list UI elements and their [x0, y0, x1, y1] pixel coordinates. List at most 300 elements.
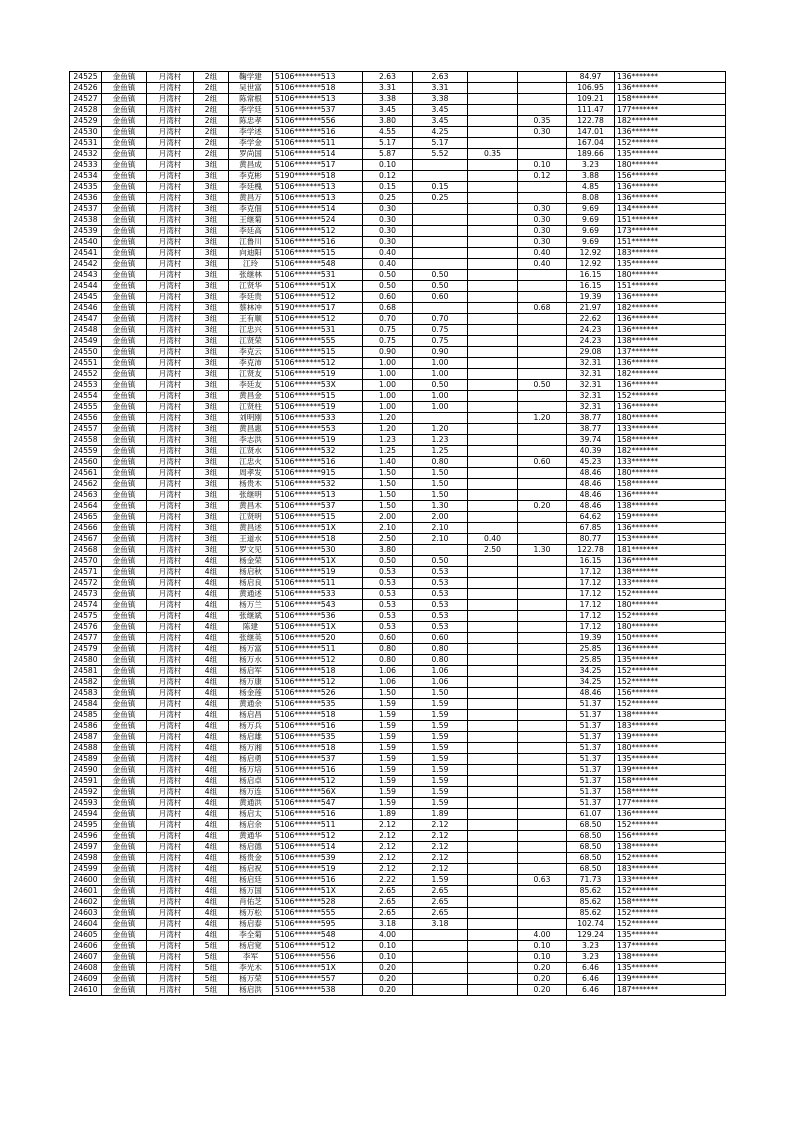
total-area-cell: 1.20 — [363, 424, 413, 435]
name-cell: 杨贵木 — [229, 479, 273, 490]
total-area-cell: 4.55 — [363, 127, 413, 138]
town-cell: 金鱼镇 — [102, 754, 147, 765]
area-c-cell — [518, 897, 567, 908]
town-cell: 金鱼镇 — [102, 732, 147, 743]
row-number-cell: 24555 — [70, 402, 102, 413]
total-area-cell: 0.53 — [363, 567, 413, 578]
amount-cell: 68.50 — [567, 842, 615, 853]
row-number-cell: 24610 — [70, 985, 102, 996]
area-a-cell: 1.20 — [413, 424, 468, 435]
area-b-cell: 0.35 — [468, 149, 518, 160]
total-area-cell: 0.53 — [363, 578, 413, 589]
area-a-cell — [413, 248, 468, 259]
area-a-cell — [413, 226, 468, 237]
id-number-cell: 5106*******519 — [273, 567, 363, 578]
village-cell: 月湾村 — [147, 611, 194, 622]
area-b-cell — [468, 160, 518, 171]
town-cell: 金鱼镇 — [102, 798, 147, 809]
area-b-cell — [468, 644, 518, 655]
id-number-cell: 5106*******516 — [273, 765, 363, 776]
table-row — [70, 413, 726, 424]
town-cell: 金鱼镇 — [102, 303, 147, 314]
town-cell: 金鱼镇 — [102, 523, 147, 534]
name-cell: 杨启太 — [229, 809, 273, 820]
area-c-cell — [518, 523, 567, 534]
phone-cell: 158******* — [615, 897, 726, 908]
area-a-cell: 0.80 — [413, 644, 468, 655]
row-number-cell: 24603 — [70, 908, 102, 919]
area-b-cell — [468, 809, 518, 820]
total-area-cell: 1.50 — [363, 479, 413, 490]
amount-cell: 129.24 — [567, 930, 615, 941]
phone-cell: 135******* — [615, 754, 726, 765]
group-cell: 4组 — [194, 787, 229, 798]
total-area-cell: 2.22 — [363, 875, 413, 886]
total-area-cell: 0.10 — [363, 952, 413, 963]
name-cell: 黄通余 — [229, 699, 273, 710]
row-number-cell: 24530 — [70, 127, 102, 138]
table-row — [70, 600, 726, 611]
table-row — [70, 820, 726, 831]
village-cell: 月湾村 — [147, 380, 194, 391]
area-a-cell: 1.30 — [413, 501, 468, 512]
town-cell: 金鱼镇 — [102, 270, 147, 281]
total-area-cell: 0.53 — [363, 611, 413, 622]
area-b-cell — [468, 512, 518, 523]
area-a-cell: 1.25 — [413, 446, 468, 457]
id-number-cell: 5106*******548 — [273, 930, 363, 941]
id-number-cell: 5106*******519 — [273, 369, 363, 380]
area-a-cell: 3.31 — [413, 83, 468, 94]
village-cell: 月湾村 — [147, 292, 194, 303]
town-cell: 金鱼镇 — [102, 424, 147, 435]
table-row — [70, 776, 726, 787]
total-area-cell: 0.75 — [363, 336, 413, 347]
name-cell: 杨金莲 — [229, 688, 273, 699]
id-number-cell: 5106*******53X — [273, 380, 363, 391]
phone-cell: 173******* — [615, 226, 726, 237]
id-number-cell: 5106*******537 — [273, 754, 363, 765]
amount-cell: 3.23 — [567, 160, 615, 171]
area-b-cell — [468, 358, 518, 369]
group-cell: 3组 — [194, 292, 229, 303]
group-cell: 4组 — [194, 611, 229, 622]
id-number-cell: 5106*******51X — [273, 963, 363, 974]
group-cell: 3组 — [194, 281, 229, 292]
amount-cell: 122.78 — [567, 545, 615, 556]
name-cell: 王有顺 — [229, 314, 273, 325]
group-cell: 5组 — [194, 974, 229, 985]
area-b-cell — [468, 468, 518, 479]
village-cell: 月湾村 — [147, 369, 194, 380]
town-cell: 金鱼镇 — [102, 666, 147, 677]
area-a-cell: 1.59 — [413, 765, 468, 776]
area-c-cell — [518, 391, 567, 402]
area-b-cell — [468, 699, 518, 710]
name-cell: 陈忠孝 — [229, 116, 273, 127]
phone-cell: 139******* — [615, 974, 726, 985]
area-c-cell — [518, 666, 567, 677]
group-cell: 3组 — [194, 237, 229, 248]
phone-cell: 133******* — [615, 424, 726, 435]
group-cell: 2组 — [194, 149, 229, 160]
area-c-cell — [518, 754, 567, 765]
name-cell: 李光木 — [229, 963, 273, 974]
area-b-cell — [468, 83, 518, 94]
area-a-cell: 1.00 — [413, 391, 468, 402]
id-number-cell: 5106*******512 — [273, 292, 363, 303]
area-b-cell — [468, 952, 518, 963]
id-number-cell: 5106*******533 — [273, 589, 363, 600]
amount-cell: 4.85 — [567, 182, 615, 193]
area-c-cell — [518, 710, 567, 721]
id-number-cell: 5106*******533 — [273, 413, 363, 424]
row-number-cell: 24565 — [70, 512, 102, 523]
id-number-cell: 5106*******517 — [273, 160, 363, 171]
phone-cell: 180******* — [615, 743, 726, 754]
town-cell: 金鱼镇 — [102, 842, 147, 853]
group-cell: 3组 — [194, 259, 229, 270]
row-number-cell: 24596 — [70, 831, 102, 842]
area-a-cell: 1.06 — [413, 677, 468, 688]
id-number-cell: 5106*******511 — [273, 138, 363, 149]
amount-cell: 19.39 — [567, 292, 615, 303]
id-number-cell: 5106*******524 — [273, 215, 363, 226]
row-number-cell: 24553 — [70, 380, 102, 391]
town-cell: 金鱼镇 — [102, 138, 147, 149]
id-number-cell: 5106*******51X — [273, 523, 363, 534]
household-data-table — [69, 71, 726, 996]
amount-cell: 17.12 — [567, 567, 615, 578]
phone-cell: 177******* — [615, 105, 726, 116]
name-cell: 杨启雄 — [229, 732, 273, 743]
amount-cell: 45.23 — [567, 457, 615, 468]
table-row — [70, 534, 726, 545]
id-number-cell: 5106*******516 — [273, 237, 363, 248]
group-cell: 3组 — [194, 325, 229, 336]
row-number-cell: 24564 — [70, 501, 102, 512]
area-a-cell: 1.50 — [413, 468, 468, 479]
group-cell: 4组 — [194, 600, 229, 611]
amount-cell: 16.15 — [567, 556, 615, 567]
area-b-cell — [468, 369, 518, 380]
village-cell: 月湾村 — [147, 743, 194, 754]
village-cell: 月湾村 — [147, 721, 194, 732]
amount-cell: 64.62 — [567, 512, 615, 523]
id-number-cell: 5190*******518 — [273, 171, 363, 182]
area-b-cell — [468, 831, 518, 842]
name-cell: 黄昌万 — [229, 193, 273, 204]
area-c-cell: 0.20 — [518, 974, 567, 985]
table-row — [70, 556, 726, 567]
phone-cell: 136******* — [615, 358, 726, 369]
village-cell: 月湾村 — [147, 545, 194, 556]
table-row — [70, 985, 726, 996]
group-cell: 3组 — [194, 358, 229, 369]
row-number-cell: 24562 — [70, 479, 102, 490]
amount-cell: 21.97 — [567, 303, 615, 314]
area-a-cell: 1.06 — [413, 666, 468, 677]
amount-cell: 51.37 — [567, 699, 615, 710]
town-cell: 金鱼镇 — [102, 336, 147, 347]
village-cell: 月湾村 — [147, 644, 194, 655]
village-cell: 月湾村 — [147, 116, 194, 127]
group-cell: 3组 — [194, 215, 229, 226]
area-a-cell: 2.12 — [413, 842, 468, 853]
area-c-cell — [518, 842, 567, 853]
village-cell: 月湾村 — [147, 314, 194, 325]
id-number-cell: 5106*******518 — [273, 83, 363, 94]
row-number-cell: 24583 — [70, 688, 102, 699]
name-cell: 刘明刚 — [229, 413, 273, 424]
area-c-cell: 1.20 — [518, 413, 567, 424]
area-a-cell: 0.53 — [413, 589, 468, 600]
area-a-cell: 0.15 — [413, 182, 468, 193]
row-number-cell: 24549 — [70, 336, 102, 347]
area-b-cell — [468, 589, 518, 600]
id-number-cell: 5106*******513 — [273, 72, 363, 83]
name-cell: 杨贵金 — [229, 853, 273, 864]
phone-cell: 136******* — [615, 127, 726, 138]
area-b-cell — [468, 897, 518, 908]
phone-cell: 180******* — [615, 468, 726, 479]
name-cell: 张继林 — [229, 270, 273, 281]
town-cell: 金鱼镇 — [102, 688, 147, 699]
area-b-cell — [468, 490, 518, 501]
id-number-cell: 5106*******535 — [273, 699, 363, 710]
name-cell: 江忠火 — [229, 457, 273, 468]
amount-cell: 32.31 — [567, 402, 615, 413]
id-number-cell: 5106*******537 — [273, 105, 363, 116]
row-number-cell: 24560 — [70, 457, 102, 468]
table-row — [70, 710, 726, 721]
area-c-cell — [518, 809, 567, 820]
phone-cell: 135******* — [615, 930, 726, 941]
area-a-cell — [413, 171, 468, 182]
area-c-cell: 0.30 — [518, 215, 567, 226]
area-b-cell — [468, 754, 518, 765]
table-row — [70, 347, 726, 358]
phone-cell: 182******* — [615, 303, 726, 314]
id-number-cell: 5106*******519 — [273, 864, 363, 875]
total-area-cell: 2.12 — [363, 853, 413, 864]
area-c-cell — [518, 820, 567, 831]
area-c-cell: 0.20 — [518, 985, 567, 996]
id-number-cell: 5106*******512 — [273, 358, 363, 369]
town-cell: 金鱼镇 — [102, 787, 147, 798]
group-cell: 3组 — [194, 182, 229, 193]
town-cell: 金鱼镇 — [102, 600, 147, 611]
row-number-cell: 24540 — [70, 237, 102, 248]
table-row — [70, 963, 726, 974]
table-row — [70, 358, 726, 369]
phone-cell: 133******* — [615, 457, 726, 468]
town-cell: 金鱼镇 — [102, 160, 147, 171]
table-row — [70, 270, 726, 281]
area-a-cell: 1.50 — [413, 490, 468, 501]
row-number-cell: 24541 — [70, 248, 102, 259]
name-cell: 江玲 — [229, 259, 273, 270]
area-b-cell — [468, 622, 518, 633]
area-b-cell — [468, 270, 518, 281]
name-cell: 黄昌金 — [229, 391, 273, 402]
row-number-cell: 24538 — [70, 215, 102, 226]
id-number-cell: 5106*******519 — [273, 435, 363, 446]
area-b-cell: 0.40 — [468, 534, 518, 545]
name-cell: 黄昌成 — [229, 160, 273, 171]
id-number-cell: 5106*******512 — [273, 831, 363, 842]
area-b-cell — [468, 325, 518, 336]
total-area-cell: 1.50 — [363, 501, 413, 512]
amount-cell: 38.77 — [567, 413, 615, 424]
village-cell: 月湾村 — [147, 897, 194, 908]
town-cell: 金鱼镇 — [102, 567, 147, 578]
amount-cell: 80.77 — [567, 534, 615, 545]
phone-cell: 136******* — [615, 292, 726, 303]
village-cell: 月湾村 — [147, 765, 194, 776]
table-row — [70, 644, 726, 655]
area-a-cell — [413, 545, 468, 556]
town-cell: 金鱼镇 — [102, 314, 147, 325]
row-number-cell: 24529 — [70, 116, 102, 127]
table-body — [70, 72, 726, 996]
id-number-cell: 5106*******51X — [273, 886, 363, 897]
group-cell: 4组 — [194, 688, 229, 699]
area-a-cell — [413, 259, 468, 270]
area-b-cell — [468, 336, 518, 347]
table-row — [70, 699, 726, 710]
area-a-cell — [413, 952, 468, 963]
table-row — [70, 633, 726, 644]
row-number-cell: 24579 — [70, 644, 102, 655]
group-cell: 2组 — [194, 94, 229, 105]
id-number-cell: 5106*******548 — [273, 259, 363, 270]
area-c-cell — [518, 435, 567, 446]
area-c-cell — [518, 94, 567, 105]
area-c-cell: 0.30 — [518, 204, 567, 215]
table-row — [70, 391, 726, 402]
table-row — [70, 325, 726, 336]
area-b-cell — [468, 105, 518, 116]
table-row — [70, 545, 726, 556]
area-c-cell: 0.10 — [518, 952, 567, 963]
town-cell: 金鱼镇 — [102, 226, 147, 237]
row-number-cell: 24544 — [70, 281, 102, 292]
area-b-cell — [468, 523, 518, 534]
area-b-cell — [468, 556, 518, 567]
row-number-cell: 24551 — [70, 358, 102, 369]
area-c-cell — [518, 281, 567, 292]
village-cell: 月湾村 — [147, 754, 194, 765]
phone-cell: 136******* — [615, 182, 726, 193]
village-cell: 月湾村 — [147, 138, 194, 149]
row-number-cell: 24574 — [70, 600, 102, 611]
area-b-cell — [468, 578, 518, 589]
group-cell: 3组 — [194, 226, 229, 237]
total-area-cell: 0.80 — [363, 655, 413, 666]
village-cell: 月湾村 — [147, 215, 194, 226]
amount-cell: 106.95 — [567, 83, 615, 94]
phone-cell: 159******* — [615, 512, 726, 523]
town-cell: 金鱼镇 — [102, 776, 147, 787]
area-c-cell — [518, 589, 567, 600]
village-cell: 月湾村 — [147, 589, 194, 600]
area-c-cell — [518, 512, 567, 523]
area-a-cell: 0.70 — [413, 314, 468, 325]
total-area-cell: 0.53 — [363, 600, 413, 611]
area-b-cell — [468, 215, 518, 226]
amount-cell: 111.47 — [567, 105, 615, 116]
group-cell: 3组 — [194, 193, 229, 204]
village-cell: 月湾村 — [147, 776, 194, 787]
row-number-cell: 24586 — [70, 721, 102, 732]
group-cell: 3组 — [194, 204, 229, 215]
table-row — [70, 578, 726, 589]
amount-cell: 17.12 — [567, 600, 615, 611]
total-area-cell: 0.30 — [363, 204, 413, 215]
area-c-cell — [518, 270, 567, 281]
table-row — [70, 831, 726, 842]
amount-cell: 51.37 — [567, 721, 615, 732]
area-b-cell — [468, 424, 518, 435]
area-a-cell: 2.00 — [413, 512, 468, 523]
amount-cell: 48.46 — [567, 468, 615, 479]
total-area-cell: 2.63 — [363, 72, 413, 83]
group-cell: 4组 — [194, 897, 229, 908]
town-cell: 金鱼镇 — [102, 435, 147, 446]
table-row — [70, 72, 726, 83]
area-a-cell: 2.10 — [413, 534, 468, 545]
total-area-cell: 0.50 — [363, 556, 413, 567]
row-number-cell: 24558 — [70, 435, 102, 446]
village-cell: 月湾村 — [147, 732, 194, 743]
town-cell: 金鱼镇 — [102, 281, 147, 292]
amount-cell: 32.31 — [567, 358, 615, 369]
village-cell: 月湾村 — [147, 127, 194, 138]
area-b-cell — [468, 974, 518, 985]
area-a-cell — [413, 974, 468, 985]
group-cell: 4组 — [194, 556, 229, 567]
area-b-cell — [468, 226, 518, 237]
amount-cell: 9.69 — [567, 215, 615, 226]
group-cell: 4组 — [194, 710, 229, 721]
name-cell: 吴世富 — [229, 83, 273, 94]
area-a-cell: 3.45 — [413, 116, 468, 127]
area-a-cell — [413, 303, 468, 314]
id-number-cell: 5106*******512 — [273, 677, 363, 688]
id-number-cell: 5106*******513 — [273, 490, 363, 501]
name-cell: 罗尚国 — [229, 149, 273, 160]
area-a-cell: 1.59 — [413, 875, 468, 886]
id-number-cell: 5106*******530 — [273, 545, 363, 556]
phone-cell: 152******* — [615, 919, 726, 930]
group-cell: 4组 — [194, 820, 229, 831]
phone-cell: 136******* — [615, 556, 726, 567]
group-cell: 4组 — [194, 578, 229, 589]
amount-cell: 8.08 — [567, 193, 615, 204]
name-cell: 李克彬 — [229, 171, 273, 182]
total-area-cell: 1.59 — [363, 743, 413, 754]
amount-cell: 68.50 — [567, 853, 615, 864]
name-cell: 张继英 — [229, 633, 273, 644]
total-area-cell: 0.10 — [363, 941, 413, 952]
group-cell: 4组 — [194, 798, 229, 809]
name-cell: 黄通述 — [229, 589, 273, 600]
area-c-cell — [518, 688, 567, 699]
area-a-cell — [413, 413, 468, 424]
name-cell: 杨万国 — [229, 886, 273, 897]
phone-cell: 158******* — [615, 479, 726, 490]
